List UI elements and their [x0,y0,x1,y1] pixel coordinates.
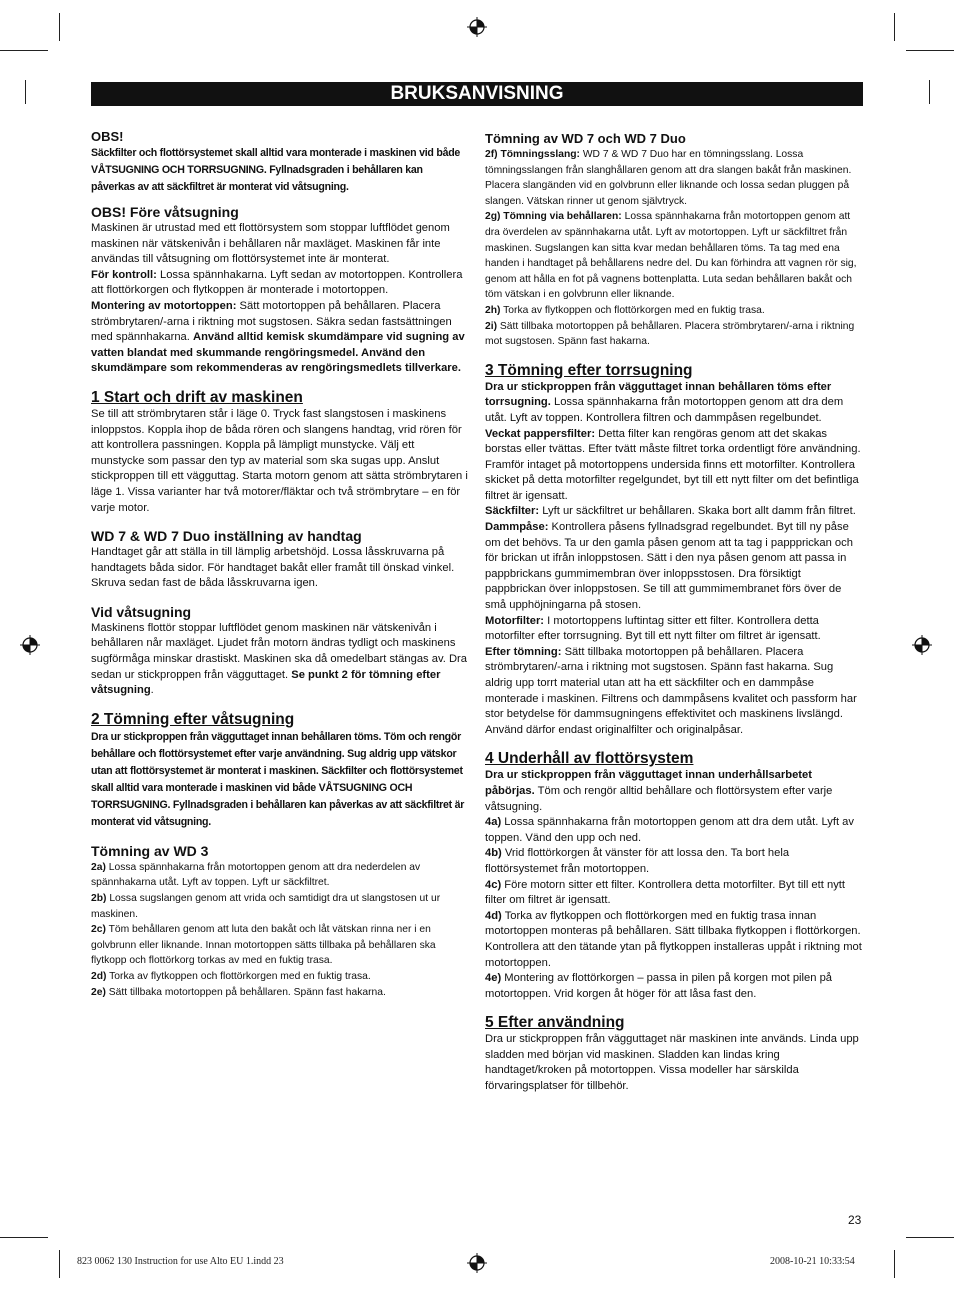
pleated-filter-label: Veckat pappersfilter: [485,427,596,440]
item-text: Töm behållaren genom att luta den bakåt och låt vätskan rinna ner i en golvbrunn eller liknande. Innan motortoppen sätts tillbaka på behållaren ska flytkopp och flottörkorg torkas av med en fuktig trasa. [91,924,436,967]
section-4-heading: 4 Underhåll av flottörsystem [485,750,694,768]
item-label: 2g) Tömning via behållaren: [485,211,622,223]
dust-bag-label: Dammpåse: [485,521,549,534]
registration-mark-icon [467,17,487,37]
item-text: WD 7 & WD 7 Duo har en tömningsslang. Lossa tömningsslangen från slanghållaren genom att dra slangen bakåt från maskinen. Placera slangänden vid en golvbrunn eller liknande och lossa sedan pluggen på slangen. Vätskan rinner ut genom självtryck. [485,149,852,207]
registration-mark-icon [467,1253,487,1273]
list-item [485,971,863,1002]
item-label: 4c) [485,878,502,891]
list-item [485,909,863,971]
page-title-banner: BRUKSANVISNING [91,82,863,106]
item-label: 2e) [91,986,106,998]
wd3-empty-heading: Tömning av WD 3 [91,842,209,859]
list-item [91,860,469,891]
crop-mark [59,13,60,41]
section-1-heading: 1 Start och drift av maskinen [91,388,303,406]
item-label: 4b) [485,847,502,860]
wd7-empty-heading: Tömning av WD 7 och WD 7 Duo [485,131,686,146]
item-label: 2a) [91,861,106,873]
section-4-warning: Dra ur stickproppen från vägguttaget innan underhållsarbetet påbörjas. [485,769,812,797]
control-text: Lossa spännhakarna. Lyft sedan av motortoppen. Kontrollera att flottörkorgen och flytkoppen är monterade i motortoppen. [91,268,463,297]
punctuation: . [150,684,154,697]
section-3-text: Lossa spännhakarna från motortoppen genom att dra dem utåt. Lyft av toppen. Kontrollera filtren och dammpåsen regelbundet. [485,396,844,424]
crop-mark [0,1237,48,1238]
list-item [91,922,469,969]
right-column [485,131,863,1095]
item-text: Vrid flottörkorgen åt vänster för att lossa den. Ta bort hela flottörsystemet från motortoppen. [485,847,790,875]
bag-filter-text: Lyft ur säckfiltret ur behållaren. Skaka bort allt damm från filtret. [542,505,856,518]
foam-warning: Använd alltid kemisk skumdämpare vid sugning av vatten blandat med skummande rengöringsmedel. Använd den skumdämpare som rekommenderas av rengöringsmedlets tillverkare. [91,331,465,375]
control-paragraph [91,268,469,299]
motor-filter-label: Motorfilter: [485,614,545,627]
wet-suction-text: Maskinens flottör stoppar luftflödet genom maskinen när vätskenivån i behållaren når maxläget. Ljudet från motorn ändras tydligt och maskinens sugförmåga minskar drastiskt. Maskinen ska då omedelbart stängas av. Dra sedan ur stickproppen från vägguttaget. [91,621,467,681]
item-label: 2i) [485,320,498,332]
list-item [91,969,469,985]
dust-bag-paragraph [485,520,863,614]
motor-filter-paragraph [485,614,863,645]
wd7-handle-heading: WD 7 & WD 7 Duo inställning av handtag [91,528,362,545]
wet-suction-reference: Se punkt 2 för tömning efter våtsugning [91,668,441,697]
footer-file-info: 823 0062 130 Instruction for use Alto EU 1.indd 23 [77,1256,284,1267]
wet-suction-heading: Vid våtsugning [91,603,192,620]
obs-heading: OBS! [91,129,124,144]
list-item [485,815,863,846]
footer-timestamp: 2008-10-21 10:33:54 [770,1256,855,1267]
section-5-heading: 5 Efter användning [485,1014,625,1032]
page-number: 23 [848,1213,862,1227]
item-label: 2b) [91,893,107,905]
obs-before-wet-text: Maskinen är utrustad med ett flottörsystem som stoppar luftflödet genom maskinen när vätskenivån i behållaren når maxläget. Maskinen får inte användas till våtsugning om flottörsystemet inte är monterat. [91,222,450,266]
section-1-text: Se till att strömbrytaren står i läge 0. Tryck fast slangstosen i maskinens inloppstos. Koppla ihop de båda rören och slangens handtag, vrid rören för att kontrollera passningen. Koppla på lämpligt munstycke. Välj ett munstycke som passar den typ av material som ska sugas upp. Anslut stickproppen till ett vägguttag. Starta motorn genom att sätta strömbrytaren i läge 1. Vissa varianter har två motorer/fläktar och två strömbrytare – en för varje motor. [91,407,468,514]
crop-mark [906,1237,954,1238]
item-label: 2d) [91,971,107,982]
obs-warning-text: Säckfilter och flottörsystemet skall alltid vara monterade i maskinen vid både VÅTSUGNING OCH TORRSUGNING. Fyllnadsgraden i behållaren kan påverkas av att säckfiltret är monterat vid våtsugning. [91,147,461,193]
section-4-text: Töm och rengör alltid behållare och flottörsystem efter varje våtsugning. [485,784,833,813]
item-text: Torka av flytkoppen och flottörkorgen med en fuktig trasa. [503,304,765,316]
section-2-text: Dra ur stickproppen från vägguttaget innan behållaren töms. Töm och rengör behållare och flottörsystemet efter varje användning. Sug aldrig upp vätskor utan att flottörsystemet är monterat i maskinen. Säckfilter och flottörsystemet skall alltid vara monterade i maskinen vid både VÅTSUGNING OCH TORRSUGNING. Fyllnadsgraden i behållaren kan påverkas av att säckfiltret är monterat vid våtsugning. [91,730,465,828]
item-text: Sätt tillbaka motortoppen på behållaren. Spänn fast hakarna. [108,986,386,998]
list-item [91,985,469,1001]
registration-mark-icon [912,635,932,655]
bag-filter-paragraph [485,504,863,520]
item-text: Lossa sugslangen genom att vrida och samtidigt dra ut slangstosen ut ur maskinen. [91,893,441,920]
after-emptying-text: Sätt tillbaka motortoppen på behållaren. Placera strömbrytaren/-arna i riktning mot sugstosen. Spänn fast hakarna. Sug aldrig upp torrt material utan att ha ett säckfilter och en dammpåse monterade i maskinen. Filtrens och dammpåsens kvalitet och passform har stor betydelse för dammsugningens effektivitet och maskinens livslängd. Använd därfor endast originalfilter och originalpåsar. [485,645,857,736]
motor-filter-text: I motortoppens luftintag sitter ett filter. Kontrollera detta motorfilter efter torrsugning. Byt till ett nytt filter om filtret är igensatt. [485,614,821,643]
list-item [91,891,469,922]
item-text: Sätt tillbaka motortoppen på behållaren. Placera strömbrytaren/-arna i riktning mot sugstosen. Spänn fast hakarna. [485,320,855,348]
after-emptying-paragraph [485,645,863,739]
item-label: 4e) [485,972,502,985]
list-item [485,846,863,877]
wd7-handle-text: Handtaget går att ställa in till lämplig arbetshöjd. Lossa låsskruvarna på handtagets båda sidor. För handtaget bakåt eller framåt till önskad vinkel. Skruva sedan fast de båda låsskruvarna igen. [91,546,455,590]
left-column [91,129,469,1000]
crop-mark [25,80,26,104]
mounting-label: Montering av motortoppen: [91,299,237,312]
crop-mark [894,13,895,41]
crop-mark [906,50,954,51]
item-text: Torka av flytkoppen och flottörkorgen med en fuktig trasa innan motortoppen monteras på behållaren. Sätt tillbaka flytkoppen i flottörkorgen. Kontrollera att den tätande ytan på flytkoppen installeras uppåt i riktning mot motortoppen. [485,909,862,969]
item-label: 4a) [485,816,502,829]
item-label: 2h) [485,304,501,316]
list-item [485,147,863,209]
bag-filter-label: Säckfilter: [485,505,540,518]
section-5-text: Dra ur stickproppen från vägguttaget när maskinen inte används. Linda upp sladden med början vid maskinen. Sladden kan lindas kring handtaget/kroken på motortoppen. Vissa modeller har särskilda förvaringsplatser för tillbehör. [485,1033,859,1093]
item-label: 4d) [485,909,502,922]
section-3-warning: Dra ur stickproppen från vägguttaget innan behållaren töms efter torrsugning. [485,380,832,409]
control-label: För kontroll: [91,268,157,281]
item-text: Lossa spännhakarna från motortoppen genom att dra överdelen av spännhakarna utåt. Lyft av motortoppen. Lyft ur säckfiltret från maskinen. Sugslangen kan sitta kvar medan behållaren töms. Ta tag med ena handen i handtaget på behållarens nedre del. Du kan förhindra att vagnen rör sig, genom att hålla en fot på vagnens bottenplatta. Luta sedan behållaren bakåt och töm vätskan i en golvbrunn eller liknande. [485,211,857,301]
crop-mark [0,50,48,51]
list-item [485,209,863,303]
item-text: Lossa spännhakarna från motortoppen genom att dra dem utåt. Lyft av toppen. Vänd den upp och ned. [485,816,854,844]
item-text: Montering av flottörkorgen – passa in pilen på korgen mot pilen på motortoppen. Vrid korgen åt höger för att låsa fast den. [485,972,833,1000]
section-4-intro [485,768,863,815]
pleated-filter-paragraph [485,427,863,505]
wet-suction-paragraph [91,621,469,699]
section-2-heading: 2 Tömning efter våtsugning [91,710,295,728]
crop-mark [929,80,930,104]
pleated-filter-text: Detta filter kan rengöras genom att det skakas borstas eller tvättas. Efter tvätt måste filtret torka ordentligt före användning. Framför intaget på motortoppens undersida finns ett motorfilter. Kontrollera skicket på detta motorfilter regelgundet, byt till ett nytt filter om det befintliga filtret är igensatt. [485,427,861,502]
mounting-text: Sätt motortoppen på behållaren. Placera strömbrytaren/-arna i riktning mot sugstosen. Säkra sedan fastsättningen med spännhakarna. [91,299,452,344]
item-text: Torka av flytkoppen och flottörkorgen med en fuktig trasa. [109,971,371,982]
list-item [485,303,863,319]
obs-before-wet-heading: OBS! Före våtsugning [91,204,239,220]
registration-mark-icon [20,635,40,655]
item-label: 2c) [91,924,106,936]
mounting-paragraph [91,299,469,377]
list-item [485,878,863,909]
dust-bag-text: Kontrollera påsens fyllnadsgrad regelbundet. Byt till ny påse om det behövs. Ta ur den gamla påsen genom att ta tag i pappprickan och för brickan ut ifrån inloppstosen. Sätt i den nya påsen genom att passa in pappbrickans gummimembran över inloppsstosen. Dra försiktigt pappbrickan över inloppstosen. Se till att gummimembranet förs över de små upphöjningarna på stosen. [485,521,853,612]
crop-mark [59,1250,60,1278]
item-label: 2f) Tömningsslang: [485,149,580,160]
after-emptying-label: Efter tömning: [485,645,562,658]
section-3-heading: 3 Tömning efter torrsugning [485,361,693,379]
section-3-intro [485,380,863,427]
crop-mark [894,1250,895,1278]
list-item [485,319,863,350]
item-text: Före motorn sitter ett filter. Kontrollera detta motorfilter. Byt till ett nytt filter om filtret är igensatt. [485,878,846,907]
item-text: Lossa spännhakarna från motortoppen genom att dra nederdelen av spännhakarna utåt. Lyft av toppen. Lyft ur säckfiltret. [91,861,421,889]
